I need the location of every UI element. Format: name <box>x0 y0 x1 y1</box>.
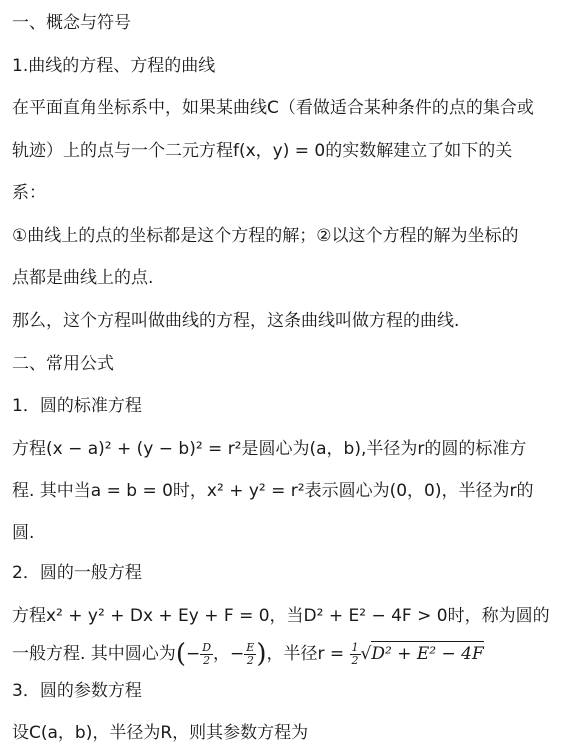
formula-2-line-1: 方程x² + y² + Dx + Ey + F = 0，当D² + E² − 4F > 0时，称为圆的 <box>12 606 550 626</box>
center-e-denominator: 2 <box>246 653 254 667</box>
subsection-1-heading: 1.曲线的方程、方程的曲线 <box>12 56 216 76</box>
formula-3-heading: 3．圆的参数方程 <box>12 681 142 701</box>
formula-2-line-2 <box>12 641 484 667</box>
formula-2-line-2-text: 一般方程. 其中圆心为 <box>12 644 176 664</box>
radius-half-fraction <box>350 642 361 667</box>
paragraph-line-3: 系： <box>12 183 46 203</box>
radius-half-denominator: 2 <box>351 653 359 667</box>
paragraph-line-6: 那么，这个方程叫做曲线的方程，这条曲线叫做方程的曲线. <box>12 311 460 331</box>
center-fraction-e <box>244 642 256 667</box>
radical-sign: √ <box>360 644 372 664</box>
section-1-heading: 一、概念与符号 <box>12 13 131 33</box>
section-2-heading: 二、常用公式 <box>12 354 114 374</box>
center-open-paren: ( <box>175 639 186 669</box>
paragraph-line-1: 在平面直角坐标系中，如果某曲线C（看做适合某种条件的点的集合或 <box>12 98 534 118</box>
paragraph-line-4: ①曲线上的点的坐标都是这个方程的解；②以这个方程的解为坐标的 <box>12 226 519 246</box>
radius-half-numerator: 1 <box>351 640 359 654</box>
center-fraction-d <box>200 642 213 667</box>
radicand: D² + E² − 4F <box>371 641 483 665</box>
formula-1-line-2: 程. 其中当a = b = 0时，x² + y² = r²表示圆心为(0，0)，半径为r的 <box>12 481 534 501</box>
formula-1-line-3: 圆. <box>12 523 35 543</box>
center-e-numerator: E <box>246 640 255 654</box>
formula-1-line-1: 方程(x − a)² + (y − b)² = r²是圆心为(a，b),半径为r的圆的标准方 <box>12 439 527 459</box>
formula-1-heading: 1．圆的标准方程 <box>12 396 142 416</box>
paragraph-line-5: 点都是曲线上的点. <box>12 268 154 288</box>
center-comma: ， <box>213 644 231 664</box>
formula-3-line-1: 设C(a，b)，半径为R，则其参数方程为 <box>12 723 309 743</box>
radius-label: ，半径r = <box>266 644 345 664</box>
formula-2-heading: 2．圆的一般方程 <box>12 563 142 583</box>
paragraph-line-2: 轨迹）上的点与一个二元方程f(x，y) = 0的实数解建立了如下的关 <box>12 141 513 161</box>
center-sign-2: − <box>230 644 245 664</box>
center-d-numerator: D <box>202 640 212 654</box>
center-d-denominator: 2 <box>203 653 211 667</box>
center-sign-1: − <box>185 644 201 664</box>
center-close-paren: ) <box>256 639 267 669</box>
